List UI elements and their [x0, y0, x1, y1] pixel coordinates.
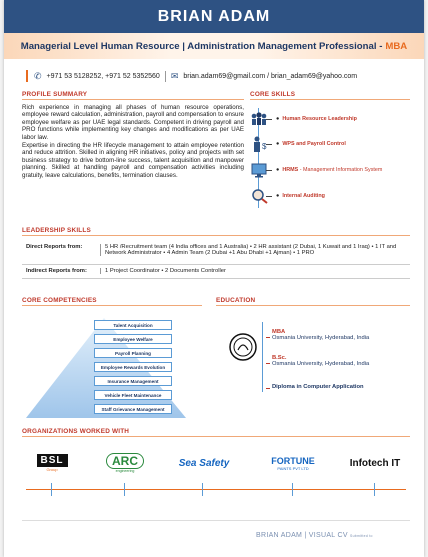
competency-item: Vehicle Fleet Maintenance [94, 390, 172, 400]
skill-label: WPS and Payroll Control [282, 141, 346, 147]
headline-band [4, 33, 424, 59]
svg-text:$: $ [262, 142, 267, 151]
skill-item [266, 193, 325, 199]
skill-arrow [266, 144, 272, 145]
org-name: BSL [37, 454, 68, 467]
org-name: Infotech IT [349, 457, 401, 469]
leadership-heading: LEADERSHIP SKILLS [22, 227, 91, 234]
skill-item [266, 141, 346, 147]
org-name: ARC [106, 453, 144, 469]
resume-page [4, 0, 424, 557]
footer-rule [22, 520, 410, 521]
contact-row [26, 69, 406, 83]
org-sub: PAINTS PVT LTD [277, 465, 309, 471]
education-school: Osmania University, Hyderabad, India [272, 361, 370, 367]
skill-label: HRMS [282, 167, 299, 173]
core-skills-rule [250, 99, 410, 100]
footer [256, 532, 373, 539]
education-tick [266, 363, 270, 364]
competency-item: Staff Grievance Management [94, 404, 172, 414]
profile-paragraph-2: Expertise in directing the HR lifecycle management to attain employee retention and reduce attrition. Skilled in aligning HR initiatives, policy and projects with set business strategy to drive bottom-line success, talent acquisition and manpower planning. Skilled at handling payroll and compensation activities including gratuity, leave calculations, benefits, termination clauses. [22, 142, 244, 179]
skill-label: Internal Auditing [282, 193, 325, 199]
org-name: FORTUNE [271, 455, 315, 466]
education-connector [262, 322, 263, 392]
competency-item: Payroll Planning [94, 348, 172, 358]
contact-divider [165, 71, 166, 82]
competency-item: Insurance Management [94, 376, 172, 386]
core-competencies-heading: CORE COMPETENCIES [22, 297, 97, 304]
education-entry [272, 329, 369, 341]
email-address[interactable]: brian.adam69@gmail.com / brian_adam69@yahoo.com [183, 72, 358, 80]
skill-item [266, 167, 382, 173]
headline-degree: MBA [385, 40, 408, 52]
org-logo-sea-safety [168, 449, 240, 477]
direct-reports-label: Direct Reports from: [26, 244, 83, 250]
direct-reports-value: 5 HR /Recruitment team (4 India offices and 1 Australia) • 2 HR assistant (2 Dubai, 1 Kuwait and 1 Iraq) • 1 IT and Network Administrator • 4 Admin Team (2 Dubai +1 Abu Dhabi +1 Ajman) • 1 PRO [100, 244, 406, 256]
org-sub: engineering [115, 469, 135, 473]
education-tick [266, 388, 270, 389]
org-sub: Group [46, 467, 58, 472]
organizations-heading: ORGANIZATIONS WORKED WITH [22, 428, 130, 435]
org-name: Sea Safety [178, 457, 230, 469]
footer-title: BRIAN ADAM | VISUAL CV [256, 532, 348, 539]
org-logo-arc [100, 449, 150, 477]
organizations-timeline [26, 489, 406, 490]
footer-small: Submitted to [350, 534, 373, 538]
timeline-marker [124, 483, 125, 496]
education-entry [272, 355, 369, 367]
skill-arrow [266, 119, 272, 120]
education-tick [266, 337, 270, 338]
competency-item: Employee Welfare [94, 334, 172, 344]
indirect-reports-value: 1 Project Coordinator • 2 Documents Controller [100, 268, 406, 274]
direct-reports-row [26, 244, 406, 256]
skill-bullet-icon: ● [276, 116, 280, 122]
education-entry [272, 384, 364, 390]
profile-paragraph-1: Rich experience in managing all phases of human resource operations, employee reward calculation, administration, payroll and compensation to ensure employee welfare as per UAE legal standards. Competent in driving payroll and PRO functions while implementing key changes and modifications as per UAE labor law. [22, 104, 244, 141]
leadership-rule [22, 235, 410, 236]
phone-number[interactable]: +971 53 5128252, +971 52 5352560 [46, 72, 160, 80]
indirect-reports-row [26, 268, 406, 274]
headline-title: Managerial Level Human Resource | Administration Management Professional - [20, 40, 383, 52]
education-degree: Diploma in Computer Application [272, 384, 364, 390]
education-heading: EDUCATION [216, 297, 256, 304]
mail-icon: ✉ [170, 70, 179, 81]
organizations-rule [22, 436, 410, 437]
education-school: Osmania University, Hyderabad, India [272, 335, 370, 341]
org-logo-fortune [256, 449, 330, 477]
timeline-marker [374, 483, 375, 496]
org-logo-infotech [342, 449, 408, 477]
header-bar [4, 0, 424, 33]
skill-item [266, 116, 357, 122]
skill-bullet-icon: ● [276, 167, 280, 173]
contact-accent [26, 70, 28, 82]
skill-bullet-icon: ● [276, 141, 280, 147]
candidate-name: BRIAN ADAM [157, 7, 271, 25]
phone-icon: ✆ [34, 70, 42, 81]
skill-arrow [266, 196, 272, 197]
skill-bullet-icon: ● [276, 193, 280, 199]
core-skills-heading: CORE SKILLS [250, 91, 296, 98]
university-seal-icon [228, 332, 258, 362]
timeline-marker [51, 483, 52, 496]
competency-item: Employee Rewards Evolution [94, 362, 172, 372]
skill-label: Human Resource Leadership [282, 116, 357, 122]
timeline-marker [292, 483, 293, 496]
leadership-divider [22, 278, 410, 279]
competency-item: Talent Acquisition [94, 320, 172, 330]
education-degree: B.Sc. [272, 355, 287, 361]
indirect-reports-label: Indirect Reports from: [26, 268, 87, 274]
profile-rule [22, 99, 244, 100]
education-degree: MBA [272, 329, 286, 335]
org-logo-bsl [26, 449, 78, 477]
skill-arrow [266, 170, 272, 171]
education-rule [216, 305, 410, 306]
leadership-divider [22, 264, 410, 265]
profile-summary-heading: PROFILE SUMMARY [22, 91, 88, 98]
timeline-marker [202, 483, 203, 496]
skill-sublabel: - Management Information System [298, 167, 383, 173]
competencies-rule [22, 305, 202, 306]
